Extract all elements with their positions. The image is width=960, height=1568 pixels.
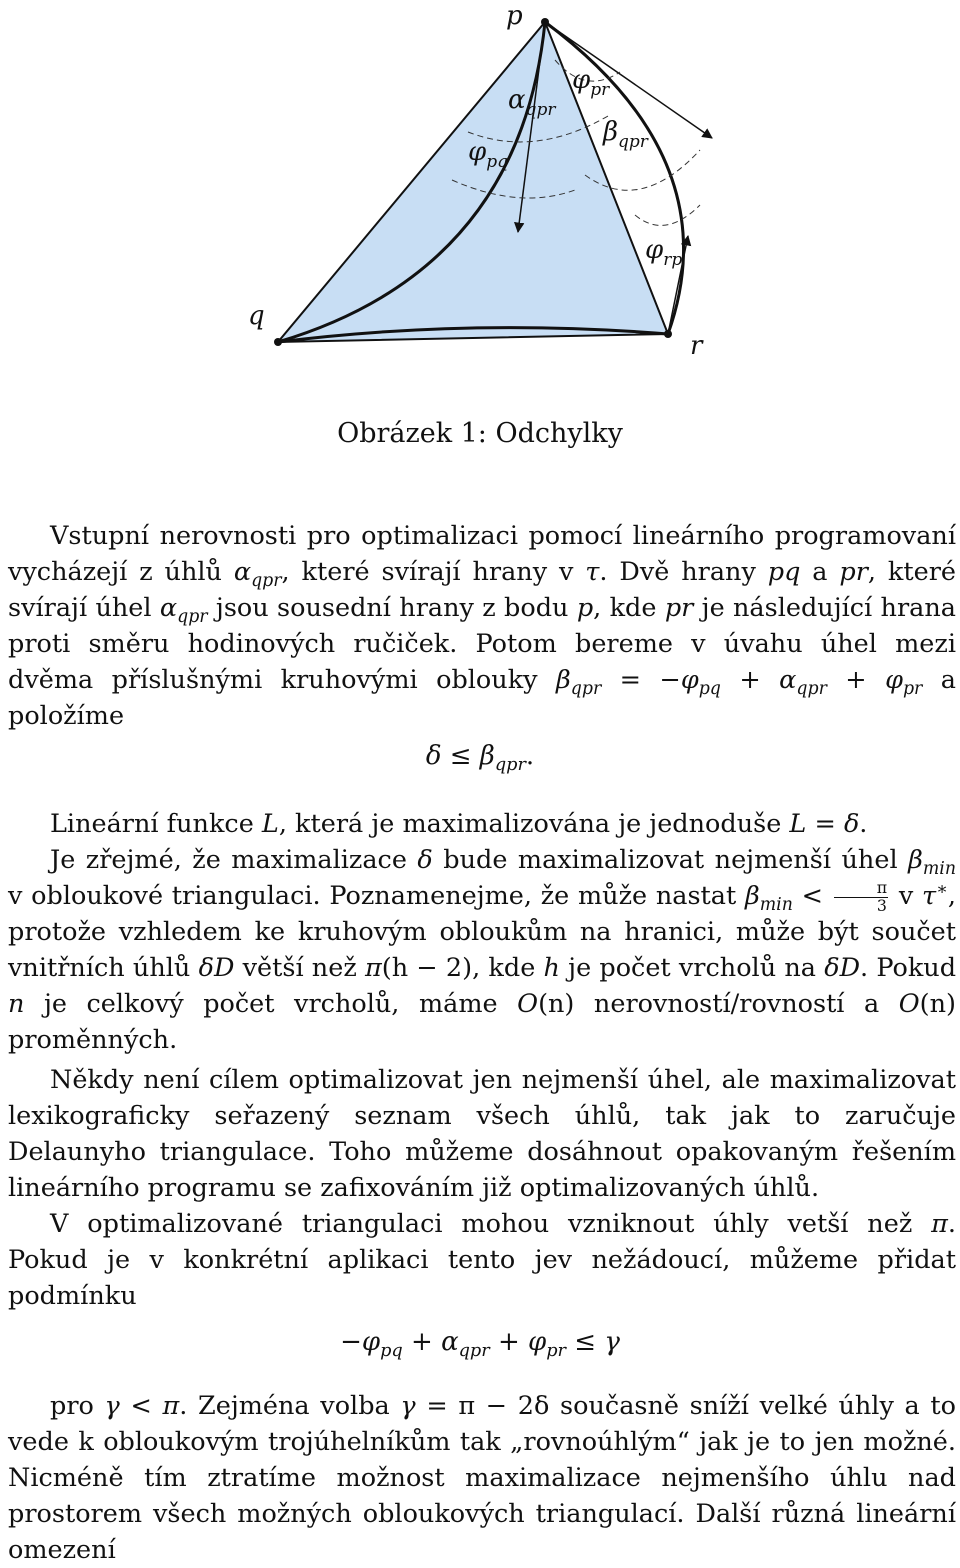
label-beta-qpr: $\beta_{qpr}$ [603,117,648,152]
label-alpha-qpr: $\alpha_{qpr}$ [508,85,556,120]
label-phi-pr: $\varphi_{pr}$ [572,65,610,100]
label-phi-pq: $\varphi_{pq}$ [468,137,508,172]
figure-caption: Obrázek 1: Odchylky [337,418,623,449]
label-phi-rp: $\varphi_{rp}$ [645,235,683,270]
vertex-p-dot [541,18,549,26]
angle-arc-phi-rp [635,205,700,225]
paragraph-3: Je zřejmé, že maximalizace δ bude maximalizovat nejmenší úhel $\beta_{min}$ v obloukové triangulaci. Poznamenejme, že může nastat $\beta_{min}$ < $\frac{\pi}{3}$ v τ∗, protože vzhledem ke kruhovým obloukům na hranici, může být součet vnitřních úhlů δD větší než π(h − 2), kde h je počet vrcholů na δD. Pokud n je celkový počet vrcholů, máme O(n) nerovností/rovností a O(n) proměnných. [8,845,957,1056]
vertex-r-dot [664,330,672,338]
paragraph-1: Vstupní nerovnosti pro optimalizaci pomocí lineárního programovaní vycházejí z úhlů $\alpha_{qpr}$, které svírají hrany v τ. Dvě hrany pq a pr, které svírají úhel $\alpha_{qpr}$ jsou sousední hrany z bodu p, kde pr je následující hrana proti směru hodinových ručiček. Potom bereme v úvahu úhel mezi dvěma příslušnými kruhovými oblouky $\beta_{qpr} = -\varphi_{pq} + \alpha_{qpr} + \varphi_{pr}$ a položíme [8,521,957,731]
vertex-q-label: q [248,301,265,331]
fraction-pi-over-3: $\frac{\pi}{3}$ [834,880,888,914]
figure-odchylky [0,0,960,400]
paragraph-6: pro γ < π. Zejména volba γ = π − 2δ současně sníží velké úhly a to vede k obloukovým trojúhelníkům tak „rovnoúhlým“ jak je to jen možné. Nicméně tím ztratíme možnost maximalizace nejmenšího úhlu nad prostorem všech možných obloukových triangulací. Další různá lineární omezení [8,1391,956,1565]
paragraph-2: Lineární funkce L, která je maximalizována je jednoduše L = δ. [50,809,868,839]
paragraph-5: V optimalizované triangulaci mohou vzniknout úhly vetší než π. Pokud je v konkrétní aplikaci tento jev nežádoucí, můžeme přidat podmínku [8,1209,956,1311]
vertex-q-dot [274,338,282,346]
display-equation-2: $-\varphi_{pq} + \alpha_{qpr} + \varphi_{pr} \le \gamma$ [340,1327,620,1362]
triangle-pqr [278,22,668,342]
vertex-p-label: p [506,1,523,31]
paragraph-4: Někdy není cílem optimalizovat jen nejmenší úhel, ale maximalizovat lexikograficky seřazený seznam všech úhlů, tak jak to zaručuje Delaunyho triangulace. Toho můžeme dosáhnout opakovaným řešením lineárního programu se zafixováním již optimalizovaných úhlů. [8,1065,956,1203]
display-equation-1: $\delta \le \beta_{qpr}$. [425,741,535,776]
vertex-r-label: r [690,331,703,361]
